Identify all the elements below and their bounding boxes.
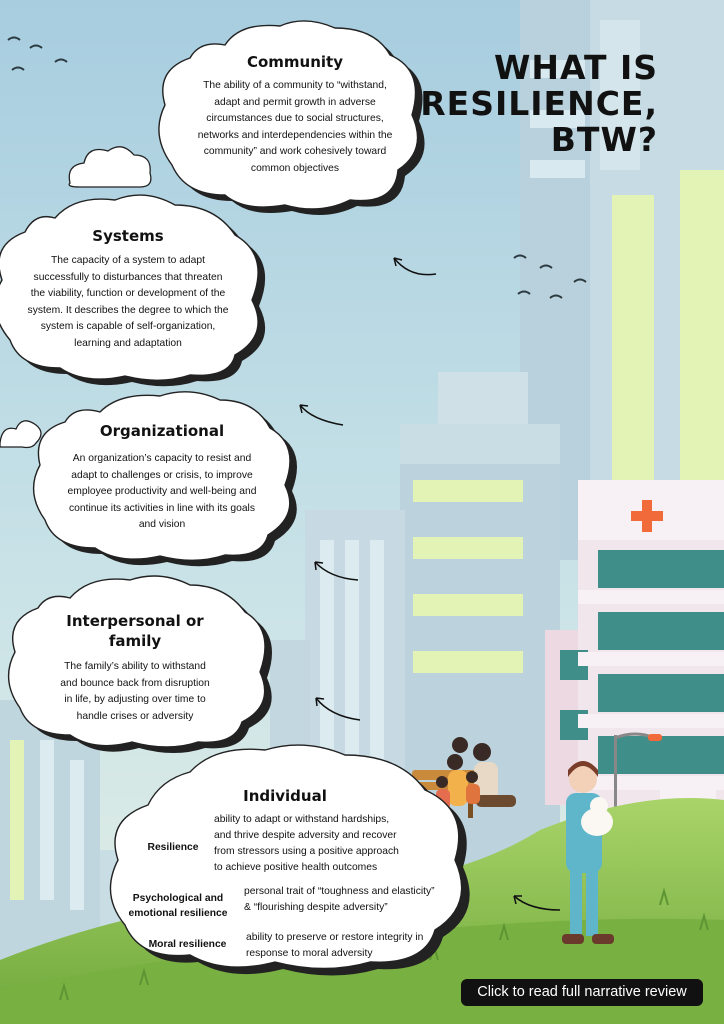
psychological-resilience-label: Psychological and emotional resilience [128,893,228,919]
title-line-1: WHAT IS [493,48,658,87]
resilience-text: ability to adapt or withstand hardships, and thrive despite adversity and recover from stressors using a positive approach to achieve positive health outcomes [214,814,399,873]
systems-heading: Systems [92,227,164,245]
community-text: The ability of a community to “withstand, adapt and permit growth in adverse circumstances due to social structures, networks and interdependencies within the community” and work cohesively toward common objectives [197,80,393,174]
title-line-2: RESILIENCE, [420,84,658,123]
community-heading: Community [246,53,344,71]
systems-text: The capacity of a system to adapt successfully to disturbances that threaten the viability, function or development of the system. It describes the degree to which the system is capable of self-organization, learning and adaptation [27,255,229,349]
moral-resilience-label: Moral resilience [148,939,227,950]
read-full-review-button[interactable]: Click to read full narrative review [461,979,703,1006]
interpersonal-text: The family’s ability to withstand and bounce back from disruption in life, by adjusting over time to handle crises or adversity [60,661,210,722]
title-line-3: BTW? [550,120,658,159]
moral-resilience-text: ability to preserve or restore integrity in response to moral adversity [246,932,424,959]
interpersonal-heading: Interpersonal or family [66,612,204,650]
resilience-label: Resilience [147,842,199,853]
psychological-resilience-text: personal trait of “toughness and elasticity” & “flourishing despite adversity” [244,886,435,913]
organizational-heading: Organizational [99,422,225,440]
individual-heading: Individual [243,787,327,805]
organizational-text: An organization’s capacity to resist and adapt to challenges or crisis, to improve employee productivity and well-being and continue its activities in line with its goals and vision [67,453,257,530]
